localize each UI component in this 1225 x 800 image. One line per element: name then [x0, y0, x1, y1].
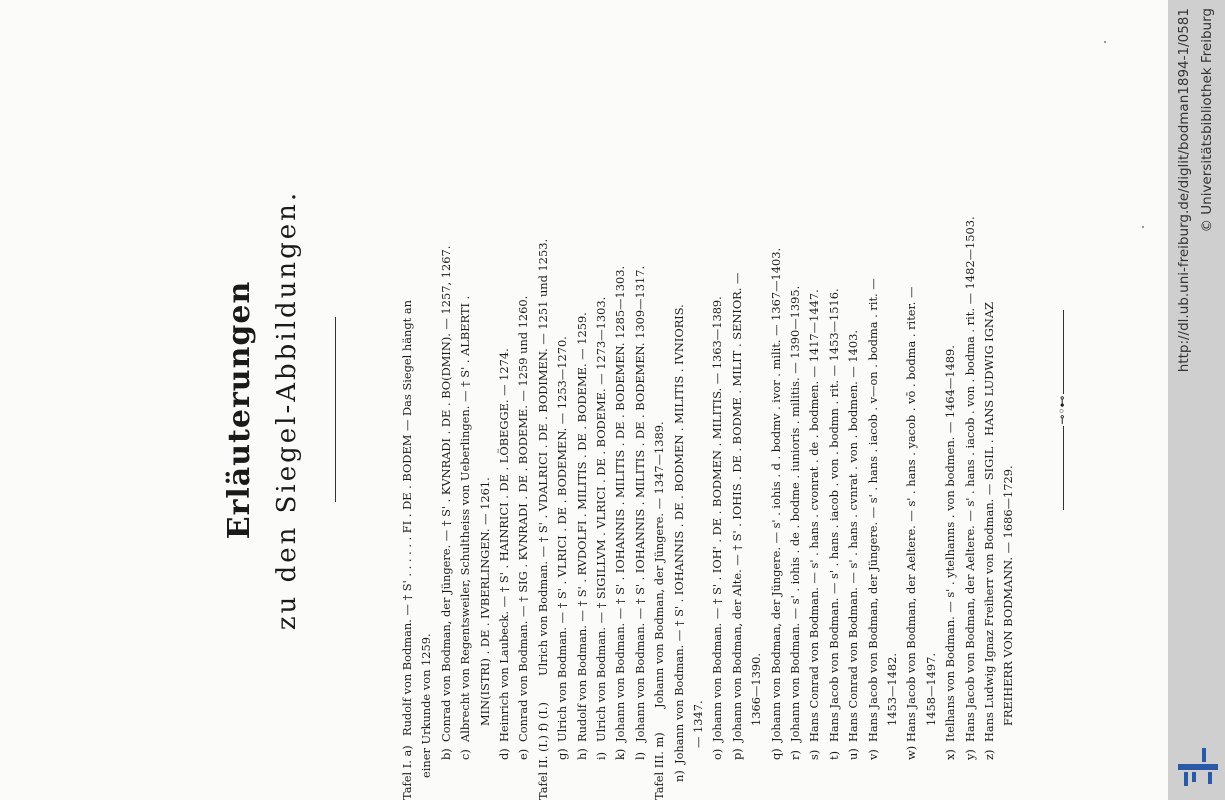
entry-text: Ulrich von Bodman. — † SIGILLVM . VLRICI . DE . BODEME. — 1273—1303.	[594, 296, 608, 742]
entry-text-continued: FREIHERR VON BODMANN. — 1686—1729.	[1001, 465, 1016, 726]
entry-label: t)	[826, 750, 841, 760]
entry-label: s)	[807, 749, 822, 760]
entry-text: Conrad von Bodman. — † SIG . KVNRADI . DE . BODEME. — 1259 und 1260.	[516, 295, 531, 742]
entry-label: q)	[768, 748, 783, 760]
entry-label: c)	[458, 749, 473, 760]
entry-text: Hans Conrad von Bodman. — s' . hans . cvonrat . de . bodmen. — 1417—1447.	[807, 289, 822, 742]
entry-label: b)	[438, 748, 453, 760]
entry-text-continued: MIN(ISTRI) . DE . IVBERLINGEN. — 1261.	[477, 477, 492, 726]
entry-text: Ulrich von Bodman. — † S' . VLRICI . DE . BODEMEN. — 1253—1270.	[555, 336, 570, 742]
entry-text: Johann von Bodman, der Alte. — † S' . IOHIS . DE . BODME . MILIT . SENIOR. —	[729, 272, 744, 742]
entry-text-continued: — 1347.	[691, 700, 705, 748]
entry-text: Hans Jacob von Bodman. — s' . hans . iacob . von . bodmn . rit. — 1453—1516.	[826, 288, 841, 742]
entry-text-continued: 1453—1482.	[885, 653, 899, 726]
entry-text-continued: einer Urkunde von 1259.	[419, 633, 434, 778]
entry-text: Johann von Bodman, der Jüngere. — 1347—1389.	[652, 421, 667, 708]
entry-label: z)	[982, 749, 996, 760]
entry-label: r)	[788, 750, 802, 760]
entry-label: d)	[497, 748, 511, 760]
title-rule	[335, 317, 336, 502]
entry-label: u)	[846, 748, 861, 760]
viewer-sidebar	[1168, 0, 1225, 800]
entry-label: g)	[555, 748, 570, 760]
entry-label: p)	[729, 748, 744, 760]
entry-text: Hans Jacob von Bodman, der Aeltere. — s' . hans . yacob . vō . bodma . riter. —	[904, 286, 919, 742]
entry-label: h)	[574, 748, 589, 760]
entry-text: Johann von Bodman. — † S' . IOH' . DE . BODMEN . MILITIS. — 1363—1389.	[710, 296, 725, 742]
entry-text: Johann von Bodman. — † S' . IOHANNIS . DE . BODMEN . MILITIS . IVNIORIS.	[671, 304, 686, 764]
entry-label: e)	[516, 748, 531, 760]
closing-ornament: ⊸◦⊷	[1055, 395, 1069, 425]
entry-text: Hans Ludwig Ignaz Freiherr von Bodman. — SIGIL . HANS LUDWIG IGNAZ	[982, 301, 996, 742]
entry-label: Tafel II. (I.) f) (I.)	[535, 702, 550, 800]
entry-text: Ulrich von Bodman. — † S' . VDALRICI . DE . BODIMEN. — 1251 und 1253.	[535, 238, 550, 676]
page-subtitle: zu den Siegel-Abbildungen.	[272, 189, 302, 631]
entry-label: k)	[613, 748, 628, 760]
page-title: Erläuterungen	[222, 280, 257, 540]
entry-label: v)	[865, 749, 880, 760]
entry-label: l)	[632, 751, 647, 760]
rotated-page-content	[0, 20, 1168, 800]
entry-text: Johann von Bodman. — † S' . IOHANNIS . MILITIS . DE . BODEMEN. 1285—1303.	[613, 265, 628, 742]
paper-speck	[1142, 226, 1144, 228]
entry-label: w)	[904, 745, 919, 760]
entry-text: Conrad von Bodman, der Jüngere. — † S' . KVNRADI . DE . BO(DMIN). — 1257, 1267.	[438, 245, 453, 742]
entry-label: Tafel III. m)	[652, 732, 667, 800]
source-url[interactable]: http://dl.ub.uni-freiburg.de/diglit/bodman1894-1/0581	[1176, 8, 1192, 373]
entry-label: n)	[671, 770, 686, 782]
entry-text: Johann von Bodman, der Jüngere. — s' . iohis . d . bodmv . ivor . milit. — 1367—1403.	[768, 247, 783, 742]
entry-text: Itelhans von Bodman. — s' . ytelhanns . von bodmen. — 1464—1489.	[943, 345, 958, 742]
copyright-notice: © Universitätsbibliothek Freiburg	[1199, 8, 1215, 233]
entry-text: Hans Conrad von Bodman. — s' . hans . cvnrat . von . bodmen. — 1403.	[846, 329, 861, 742]
entry-label: y)	[962, 749, 977, 760]
entry-text: Rudolf von Bodman. — † S' . . . . . . FI . DE . BODEM — Das Siegel hängt an	[400, 299, 414, 736]
entry-label: Tafel I. a)	[400, 745, 414, 800]
entry-text-continued: 1366—1390.	[749, 653, 764, 726]
paper-speck	[1104, 41, 1106, 43]
entry-text: Hans Jacob von Bodman, der Aeltere. — s' . hans . iacob . von . bodma . rit. — 1482—1503.	[962, 216, 977, 742]
entry-text: Albrecht von Regentsweiler, Schultheiss von Ueberlingen. — † S' . ALBERTI .	[458, 295, 473, 742]
entry-text: Rudolf von Bodman. — † S' . RVDOLFI . MILITIS . DE . BODEME. — 1259.	[574, 312, 589, 742]
entry-text: Hans Jacob von Bodman, der Jüngere. — s' . hans . iacob . v—on . bodma . rit. —	[865, 278, 880, 742]
entry-text: Johann von Bodman. — s' . iohis . de . bodme . iunioris . militis. — 1390—1395.	[788, 285, 802, 742]
entry-text-continued: 1458—1497.	[923, 653, 938, 726]
entry-label: o)	[710, 748, 725, 760]
entry-label: x)	[943, 749, 958, 760]
entry-label: i)	[594, 751, 608, 760]
library-logo-icon	[1178, 748, 1218, 786]
entry-text: Johann von Bodman. — † S' . IOHANNIS . MILITIS . DE . BODEMEN. 1309—1317.	[632, 265, 647, 742]
entry-text: Heinrich von Laubeck. — † S' . HAINRICI . DE . LÖBEGGE. — 1274.	[497, 348, 511, 742]
sidebar-text-block	[1168, 0, 1225, 800]
